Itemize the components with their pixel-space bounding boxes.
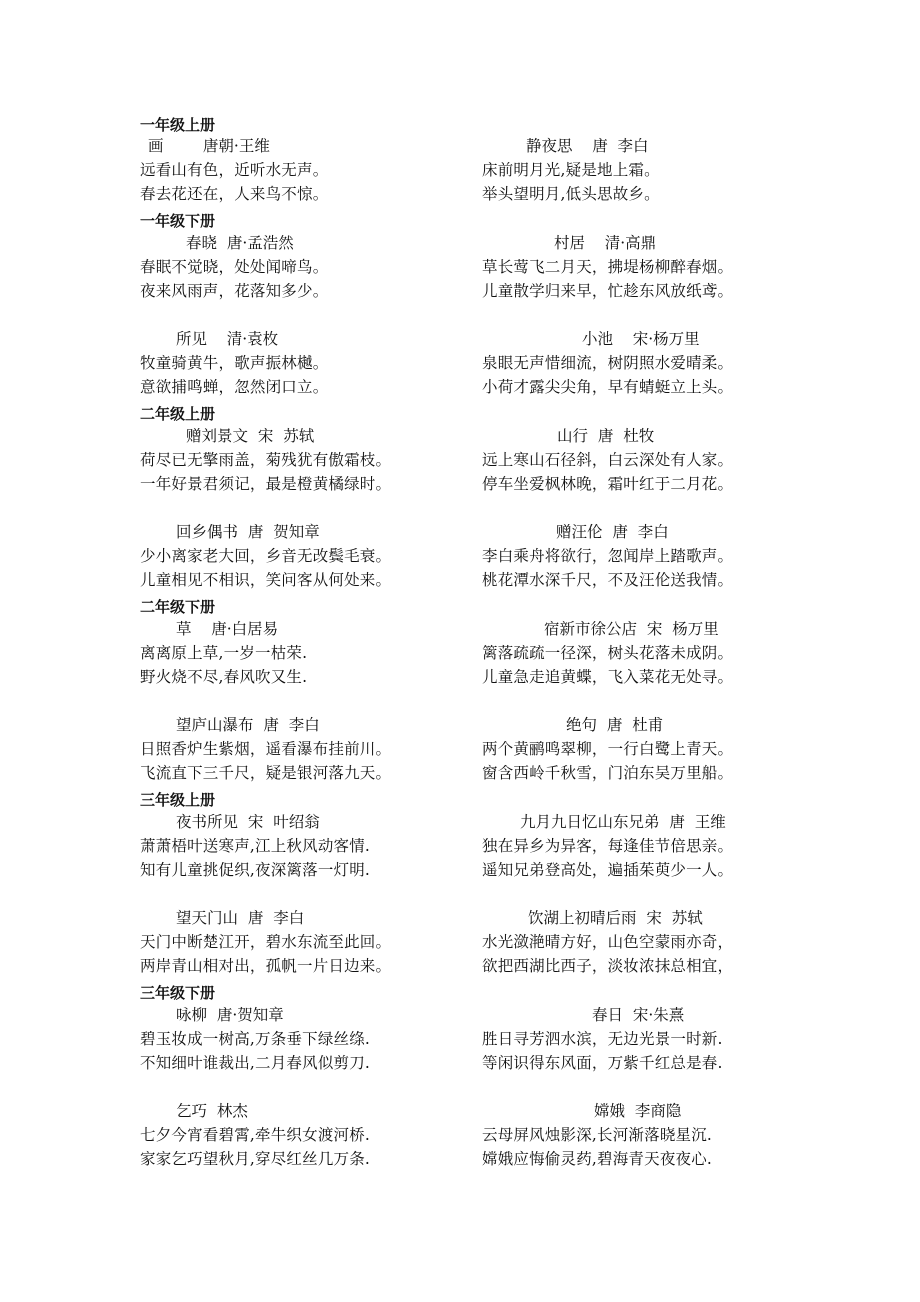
poem — [140, 520, 480, 592]
poem-title: 望庐山瀑布 唐 李白 — [176, 716, 320, 734]
poem-line: 两个黄鹂鸣翠柳，一行白鹭上青天。 — [482, 740, 734, 758]
poem-title: 望天门山 唐 李白 — [176, 909, 305, 927]
poem-title: 九月九日忆山东兄弟 唐 王维 — [520, 813, 726, 831]
poem-line: 七夕今宵看碧霄,牵牛织女渡河桥. — [140, 1126, 371, 1144]
poem-line: 李白乘舟将欲行，忽闻岸上踏歌声。 — [482, 547, 734, 565]
poem-line: 野火烧不尽,春风吹又生. — [140, 668, 308, 686]
poem — [140, 327, 480, 399]
poem-line: 窗含西岭千秋雪，门泊东吴万里船。 — [482, 764, 734, 782]
grade-heading: 三年级下册 — [140, 984, 216, 1002]
poem-title: 所见 清·袁枚 — [176, 330, 279, 348]
poem-line: 意欲捕鸣蝉，忽然闭口立。 — [140, 378, 329, 396]
poem-line: 夜来风雨声，花落知多少。 — [140, 282, 329, 300]
poem-title: 回乡偶书 唐 贺知章 — [176, 523, 320, 541]
poem — [140, 906, 480, 978]
poem — [482, 617, 822, 689]
poem-title: 嫦娥 李商隐 — [594, 1102, 682, 1120]
poem-title: 小池 宋·杨万里 — [582, 330, 700, 348]
poem-line: 桃花潭水深千尺，不及汪伦送我情。 — [482, 571, 734, 589]
grade-heading: 三年级上册 — [140, 791, 216, 809]
poem-title: 咏柳 唐·贺知章 — [176, 1006, 284, 1024]
poem-line: 离离原上草,一岁一枯荣. — [140, 644, 308, 662]
poem-line: 水光潋滟晴方好，山色空蒙雨亦奇， — [482, 933, 734, 951]
poem-title: 饮湖上初晴后雨 宋 苏轼 — [528, 909, 703, 927]
grade-heading: 二年级上册 — [140, 405, 216, 423]
poem-line: 天门中断楚江开，碧水东流至此回。 — [140, 933, 392, 951]
poem — [140, 134, 480, 206]
poem-line: 远上寒山石径斜，白云深处有人家。 — [482, 451, 734, 469]
poem-line: 两岸青山相对出，孤帆一片日边来。 — [140, 957, 392, 975]
poem — [482, 713, 822, 785]
poem-line: 小荷才露尖尖角，早有蜻蜓立上头。 — [482, 378, 734, 396]
poem-line: 床前明月光,疑是地上霜。 — [482, 161, 660, 179]
poem — [482, 231, 822, 303]
poem-line: 春去花还在，人来鸟不惊。 — [140, 185, 329, 203]
poem-line: 知有儿童挑促织,夜深篱落一灯明. — [140, 861, 371, 879]
poem-line: 不知细叶谁裁出,二月春风似剪刀. — [140, 1054, 371, 1072]
poem-line: 碧玉妆成一树高,万条垂下绿丝绦. — [140, 1030, 371, 1048]
poem-line: 嫦娥应悔偷灵药,碧海青天夜夜心. — [482, 1150, 713, 1168]
poem-line: 胜日寻芳泗水滨，无边光景一时新. — [482, 1030, 723, 1048]
poem-title: 春日 宋·朱熹 — [592, 1006, 685, 1024]
poem-line: 独在异乡为异客，每逢佳节倍思亲。 — [482, 837, 734, 855]
poem-line: 云母屏风烛影深,长河渐落晓星沉. — [482, 1126, 713, 1144]
poem-title: 静夜思 唐 李白 — [526, 137, 649, 155]
poem — [482, 134, 822, 206]
poem — [482, 520, 822, 592]
poem-line: 远看山有色，近听水无声。 — [140, 161, 329, 179]
grade-heading: 一年级上册 — [140, 116, 216, 134]
grade-heading: 二年级下册 — [140, 598, 216, 616]
poem-line: 泉眼无声惜细流，树阴照水爱晴柔。 — [482, 354, 734, 372]
poem-line: 草长莺飞二月天，拂堤杨柳醉春烟。 — [482, 258, 734, 276]
poem-line: 家家乞巧望秋月,穿尽红丝几万条. — [140, 1150, 371, 1168]
poem-line: 等闲识得东风面，万紫千红总是春. — [482, 1054, 723, 1072]
poem — [140, 810, 480, 882]
poem — [482, 424, 822, 496]
poem-title: 夜书所见 宋 叶绍翁 — [176, 813, 320, 831]
poem-line: 一年好景君须记，最是橙黄橘绿时。 — [140, 475, 392, 493]
poem-title: 草 唐·白居易 — [176, 620, 279, 638]
poem-title: 村居 清·高鼎 — [554, 234, 657, 252]
poem-title: 赠刘景文 宋 苏轼 — [186, 427, 315, 445]
poem-line: 举头望明月,低头思故乡。 — [482, 185, 660, 203]
poem — [140, 424, 480, 496]
poem-line: 儿童急走追黄蝶，飞入菜花无处寻。 — [482, 668, 734, 686]
grade-heading: 一年级下册 — [140, 212, 216, 230]
poem-line: 停车坐爱枫林晚，霜叶红于二月花。 — [482, 475, 734, 493]
poem — [482, 327, 822, 399]
poem — [482, 906, 822, 978]
poem-title: 宿新市徐公店 宋 杨万里 — [544, 620, 719, 638]
poem — [482, 1003, 822, 1075]
poem-line: 儿童散学归来早，忙趁东风放纸鸢。 — [482, 282, 734, 300]
poem-title: 绝句 唐 杜甫 — [566, 716, 664, 734]
poem-line: 萧萧梧叶送寒声,江上秋风动客情. — [140, 837, 371, 855]
poem — [140, 617, 480, 689]
poem — [140, 1003, 480, 1075]
poem-line: 牧童骑黄牛，歌声振林樾。 — [140, 354, 329, 372]
poem-line: 飞流直下三千尺，疑是银河落九天。 — [140, 764, 392, 782]
poem-line: 篱落疏疏一径深，树头花落未成阴。 — [482, 644, 734, 662]
poem-line: 春眠不觉晓，处处闻啼鸟。 — [140, 258, 329, 276]
poem-title: 乞巧 林杰 — [176, 1102, 248, 1120]
poem — [140, 1099, 480, 1171]
poem-line: 遥知兄弟登高处，遍插茱萸少一人。 — [482, 861, 734, 879]
poem-line: 日照香炉生紫烟，遥看瀑布挂前川。 — [140, 740, 392, 758]
poem-line: 少小离家老大回，乡音无改鬓毛衰。 — [140, 547, 392, 565]
poem — [140, 231, 480, 303]
poem — [140, 713, 480, 785]
poem-title: 山行 唐 杜牧 — [557, 427, 655, 445]
poem — [482, 810, 822, 882]
poem-title: 画 唐朝·王维 — [148, 137, 270, 155]
poem-line: 儿童相见不相识，笑问客从何处来。 — [140, 571, 392, 589]
poem-title: 赠汪伦 唐 李白 — [556, 523, 669, 541]
poem-line: 欲把西湖比西子，淡妆浓抹总相宜， — [482, 957, 734, 975]
poem-title: 春晓 唐·孟浩然 — [186, 234, 294, 252]
poem — [482, 1099, 822, 1171]
poem-line: 荷尽已无擎雨盖，菊残犹有傲霜枝。 — [140, 451, 392, 469]
